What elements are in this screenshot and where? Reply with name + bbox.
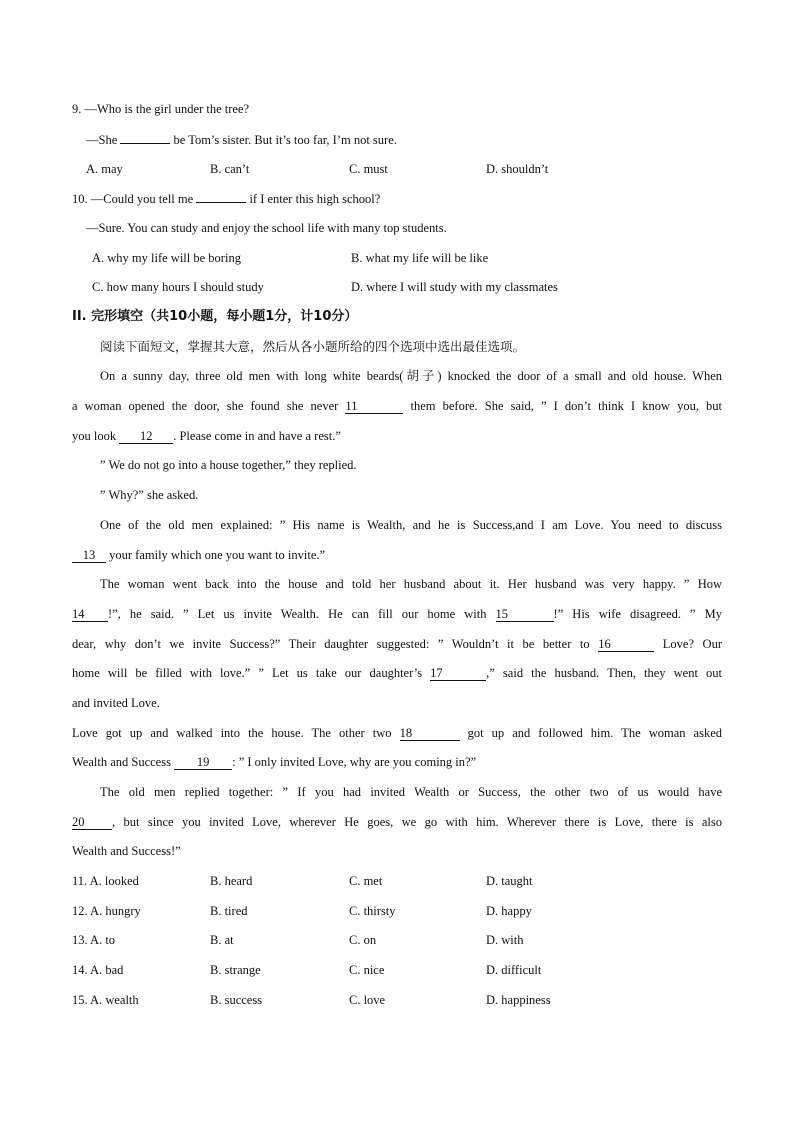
answer-option: C. met — [349, 874, 383, 888]
q9-option-b: B. can’t — [210, 162, 250, 176]
passage-line — [72, 663, 722, 683]
passage-text: !” His wife disagreed. ” My — [553, 607, 723, 621]
q9-option-c: C. must — [349, 162, 388, 176]
section-instruction: 阅读下面短文，掌握其大意，然后从各小题所给的四个选项中选出最佳选项。 — [100, 339, 526, 354]
section-title: II. 完形填空（共10小题，每小题1分，计10分） — [72, 309, 358, 324]
answer-option: B. at — [210, 933, 234, 947]
answer-option: C. on — [349, 933, 377, 947]
answer-row — [72, 871, 722, 891]
passage-text: home will be filled with love.” ” Let us take our daughter’s — [72, 666, 423, 680]
blank-13: 13 — [72, 548, 106, 563]
blank-16: 16 — [598, 637, 654, 652]
passage-text: Love? Our — [662, 637, 722, 651]
q10-stem-a: 10. —Could you tell me — [72, 192, 194, 206]
answer-option: B. tired — [210, 904, 248, 918]
passage-line — [72, 545, 722, 565]
passage-text: a woman opened the door, she found she never — [72, 399, 339, 413]
answer-option: 13. A. to — [72, 933, 116, 947]
passage-text: !”, he said. ” Let us invite Wealth. He can fill our home with — [108, 607, 487, 621]
q10-option-b: B. what my life will be like — [351, 251, 489, 265]
passage-line — [72, 752, 722, 772]
answer-option: 11. A. looked — [72, 874, 139, 888]
blank-18: 18 — [400, 726, 460, 741]
passage-text: got up and followed him. The woman asked — [467, 726, 723, 740]
q10-option-c: C. how many hours I should study — [92, 280, 264, 294]
answer-option: C. nice — [349, 963, 385, 977]
passage-text: , but since you invited Love, wherever He goes, we go with him. Wherever there is Love, there is also — [112, 815, 722, 829]
q10-option-a: A. why my life will be boring — [92, 251, 241, 265]
passage-text: dear, why don’t we invite Success?” Their daughter suggested: ” Wouldn’t it be better to — [72, 637, 590, 651]
passage-text: ,” said the husband. Then, they went out — [486, 666, 723, 680]
passage-line — [72, 634, 722, 654]
q10-stem-b: if I enter this high school? — [249, 192, 381, 206]
passage-text: . Please come in and have a rest.” — [173, 429, 341, 443]
q9-option-a: A. may — [86, 162, 123, 176]
passage-line — [72, 723, 722, 743]
passage-text: you look — [72, 429, 117, 443]
blank-12: 12 — [119, 429, 173, 444]
answer-option: 14. A. bad — [72, 963, 124, 977]
passage-line: ” Why?” she asked. — [100, 488, 199, 502]
passage-text: your family which one you want to invite.” — [109, 548, 326, 562]
passage-line: and invited Love. — [72, 696, 160, 710]
passage-line: ” We do not go into a house together,” they replied. — [100, 458, 357, 472]
answer-option: D. taught — [486, 874, 533, 888]
passage-text: Wealth and Success — [72, 755, 171, 769]
passage-line — [72, 604, 722, 624]
q10-blank — [196, 188, 246, 203]
answer-option: B. heard — [210, 874, 253, 888]
q9-line2 — [86, 129, 722, 149]
blank-15: 15 — [496, 607, 554, 622]
answer-option: B. strange — [210, 963, 261, 977]
q9-option-d: D. shouldn’t — [486, 162, 549, 176]
passage-line — [72, 396, 722, 416]
blank-11: 11 — [345, 399, 403, 414]
answer-row — [72, 960, 722, 980]
answer-row — [72, 930, 722, 950]
blank-19: 19 — [174, 755, 232, 770]
passage-line: The old men replied together: ” If you had invited Wealth or Success, the other two of us would have — [100, 785, 722, 799]
passage-line: The woman went back into the house and told her husband about it. Her husband was very happy. ” How — [100, 577, 722, 591]
q9-options — [72, 159, 722, 179]
q10-line2: —Sure. You can study and enjoy the school life with many top students. — [86, 221, 447, 235]
q10-options-row1 — [72, 248, 722, 268]
answer-option: C. thirsty — [349, 904, 396, 918]
q10-options-row2 — [72, 277, 722, 297]
passage-text: : ” I only invited Love, why are you coming in?” — [232, 755, 477, 769]
q10-option-d: D. where I will study with my classmates — [351, 280, 558, 294]
q9-line2-b: be Tom’s sister. But it’s too far, I’m not sure. — [173, 133, 397, 147]
q10-stem — [72, 188, 722, 208]
passage-line: One of the old men explained: ” His name is Wealth, and he is Success,and I am Love. You need to discuss — [100, 518, 722, 532]
q9-blank — [120, 129, 170, 144]
passage-text: them before. She said, ” I don’t think I know you, but — [410, 399, 723, 413]
answer-option: D. happy — [486, 904, 532, 918]
answer-option: 15. A. wealth — [72, 993, 139, 1007]
answer-option: B. success — [210, 993, 263, 1007]
blank-20: 20 — [72, 815, 112, 830]
answer-option: D. with — [486, 933, 524, 947]
q9-line2-a: —She — [86, 133, 118, 147]
answer-row — [72, 990, 722, 1010]
answer-option: C. love — [349, 993, 386, 1007]
blank-17: 17 — [430, 666, 486, 681]
blank-14: 14 — [72, 607, 108, 622]
answer-option: D. difficult — [486, 963, 542, 977]
passage-text: Love got up and walked into the house. The other two — [72, 726, 392, 740]
passage-line: Wealth and Success!” — [72, 844, 181, 858]
answer-option: 12. A. hungry — [72, 904, 141, 918]
passage-line — [72, 812, 722, 832]
answer-option: D. happiness — [486, 993, 551, 1007]
passage-line: On a sunny day, three old men with long white beards(胡子) knocked the door of a small and old house. When — [100, 369, 722, 383]
answer-row — [72, 901, 722, 921]
passage-line — [72, 426, 722, 446]
q9-stem: 9. —Who is the girl under the tree? — [72, 102, 250, 116]
